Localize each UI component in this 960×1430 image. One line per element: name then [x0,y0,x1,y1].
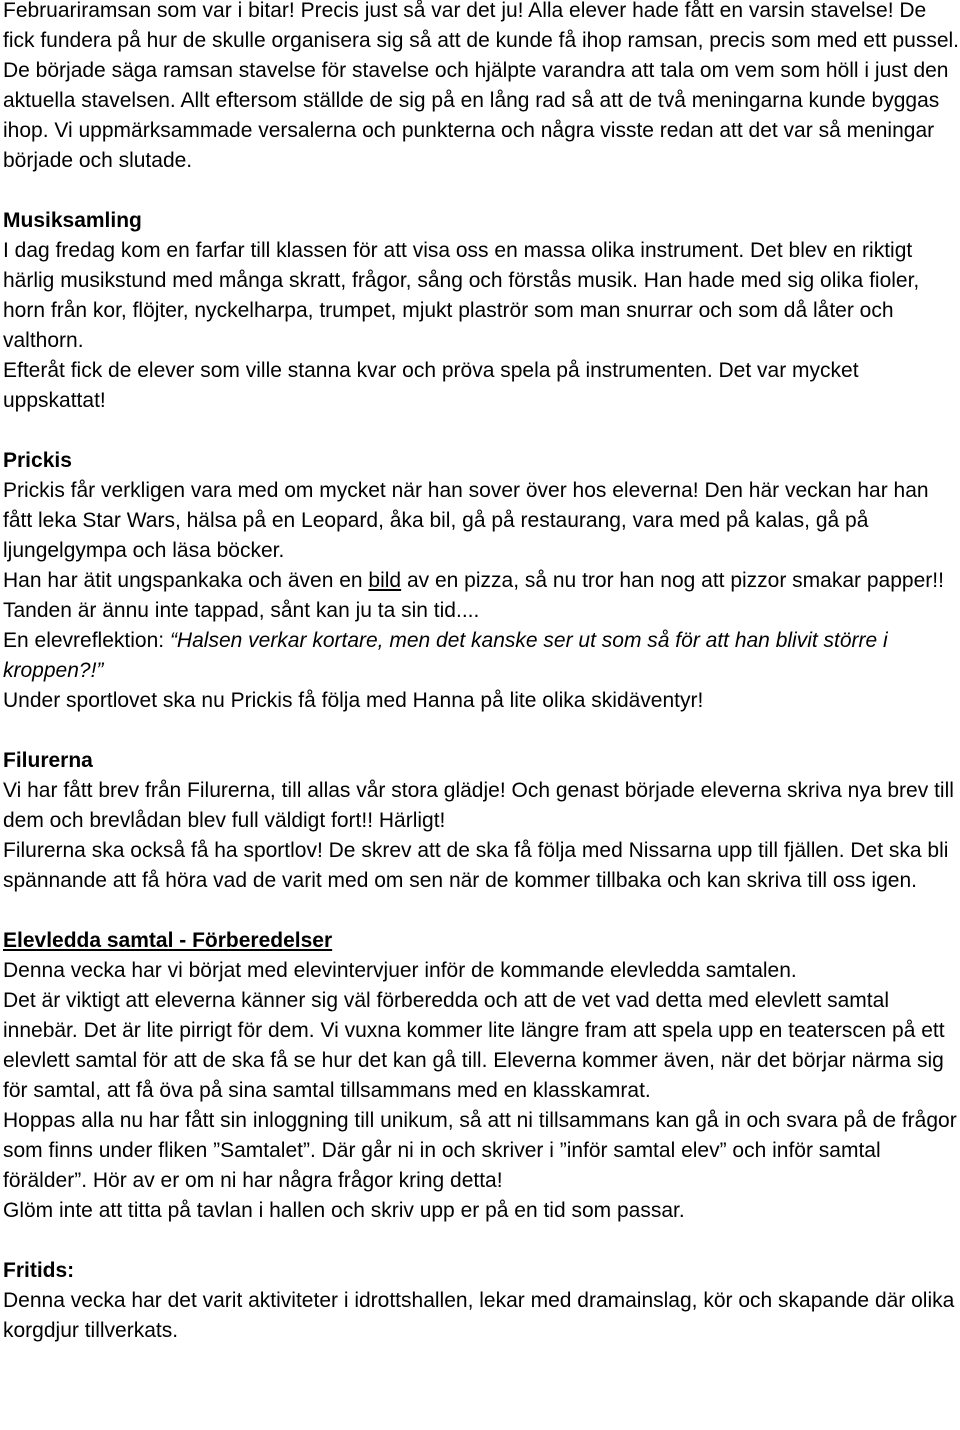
elevreflektion-quote: “Halsen verkar kortare, men det kanske ser ut som så för att han blivit större i kroppen?!” [3,629,888,682]
prickis-paragraph-1: Prickis får verkligen vara med om mycket när han sover över hos eleverna! Den här veckan har han fått leka Star Wars, hälsa på en Leopard, åka bil, gå på restaurang, vara med på kalas, gå på ljungelgympa och läsa böcker. [3,479,929,562]
samtal-paragraph-2: Det är viktigt att eleverna känner sig väl förberedda och att de vet vad detta med elevlett samtal innebär. Det är lite pirrigt för dem. Vi vuxna kommer lite längre fram att spela upp en teaterscen på ett elevlett samtal för att de ska få se hur det kan gå till. Eleverna kommer även, när det börjar närma sig för samtal, att få öva på sina samtal tillsammans med en klasskamrat. [3,989,945,1102]
section-filurerna [3,746,960,896]
prickis-p2-before: Han har ätit ungspankaka och även en [3,569,369,592]
heading-musiksamling: Musiksamling [3,209,142,232]
prickis-paragraph-4: Under sportlovet ska nu Prickis få följa med Hanna på lite olika skidäventyr! [3,689,704,712]
fritids-paragraph-1: Denna vecka har det varit aktiviteter i idrottshallen, lekar med dramainslag, kör och skapande där olika korgdjur tillverkats. [3,1289,955,1342]
section-musiksamling [3,206,960,416]
prickis-paragraph-3 [3,626,960,686]
samtal-paragraph-3: Hoppas alla nu har fått sin inloggning till unikum, så att ni tillsammans kan gå in och svara på de frågor som finns under fliken ”Samtalet”. Där går ni in och skriver i ”inför samtal elev” och inför samtal förälder”. Hör av er om ni har några frågor kring detta! [3,1109,957,1192]
section-elevledda-samtal [3,926,960,1226]
prickis-paragraph-2 [3,566,960,626]
intro-paragraph: Februariramsan som var i bitar! Precis just så var det ju! Alla elever hade fått en varsin stavelse! De fick fundera på hur de skulle organisera sig så att de kunde få ihop ramsan, precis som med ett pussel. De började säga ramsan stavelse för stavelse och hjälpte varandra att tala om vem som höll i just den aktuella stavelsen. Allt eftersom ställde de sig på en lång rad så att de två meningarna kunde byggas ihop. Vi uppmärksammade versalerna och punkterna och några visste redan att det var så meningar började och slutade. [3,0,960,172]
heading-fritids: Fritids: [3,1259,75,1282]
bild-link[interactable]: bild [368,569,402,592]
samtal-paragraph-1: Denna vecka har vi börjat med elevintervjuer inför de kommande elevledda samtalen. [3,959,797,982]
section-prickis [3,446,960,716]
filurerna-paragraph-1: Vi har fått brev från Filurerna, till allas vår stora glädje! Och genast började eleverna skriva nya brev till dem och brevlådan blev full väldigt fort!! Härligt! [3,779,954,832]
prickis-p2-after: av en pizza, så nu tror han nog att pizzor smakar papper!! Tanden är ännu inte tappad, sånt kan ju ta sin tid.... [3,569,944,622]
filurerna-paragraph-2: Filurerna ska också få ha sportlov! De skrev att de ska få följa med Nissarna upp till fjällen. Det ska bli spännande att få höra vad de varit med om sen när de kommer tillbaka och kan skriva till oss igen. [3,839,949,892]
musik-paragraph-1: I dag fredag kom en farfar till klassen för att visa oss en massa olika instrument. Det blev en riktigt härlig musikstund med många skratt, frågor, sång och förstås musik. Han hade med sig olika fioler, horn från kor, flöjter, nyckelharpa, trumpet, mjukt plaströr som man snurrar och som då låter och valthorn. [3,239,920,352]
heading-prickis: Prickis [3,449,72,472]
heading-elevledda-samtal: Elevledda samtal - Förberedelser [3,929,333,952]
musik-paragraph-2: Efteråt fick de elever som ville stanna kvar och pröva spela på instrumenten. Det var mycket uppskattat! [3,359,859,412]
heading-filurerna: Filurerna [3,749,93,772]
section-fritids [3,1256,960,1346]
elevreflektion-label: En elevreflektion: [3,629,170,652]
samtal-paragraph-4: Glöm inte att titta på tavlan i hallen och skriv upp er på en tid som passar. [3,1199,685,1222]
